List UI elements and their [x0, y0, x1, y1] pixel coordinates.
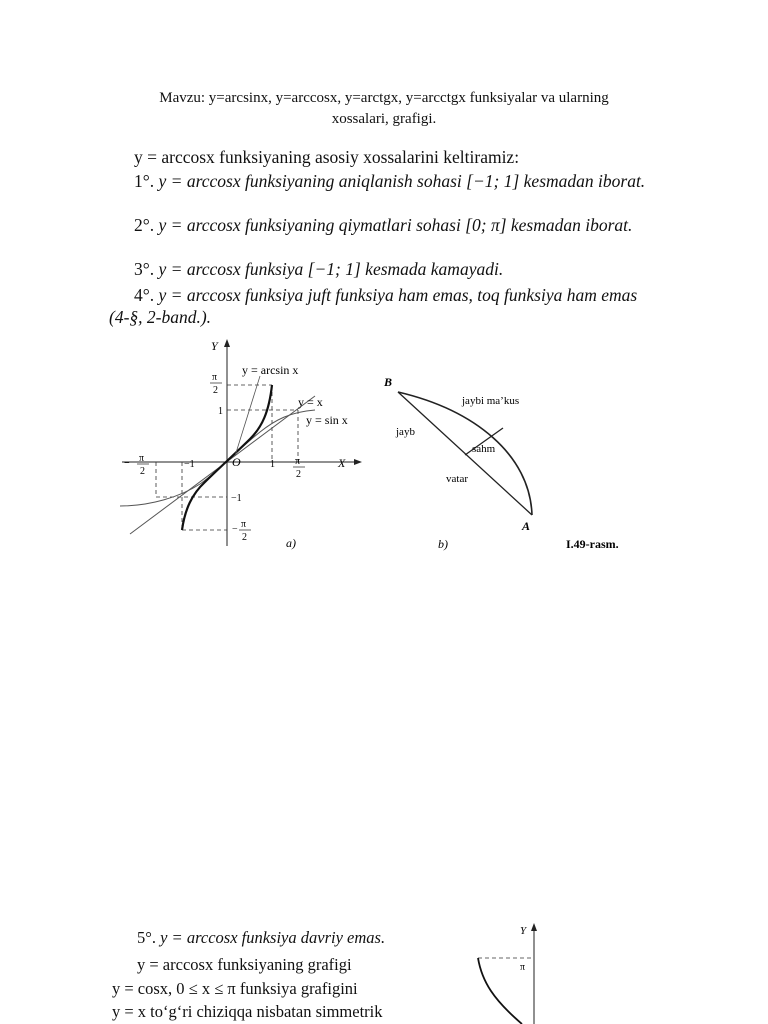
x-axis-arrow — [354, 459, 362, 465]
bottom-line-2: y = cosx, 0 ≤ x ≤ π funksiya grafigini — [112, 978, 358, 998]
property-5-text: y = arccosx funksiya davriy emas. — [160, 928, 386, 947]
property-1-text: y = arccosx funksiyaning aniqlanish sohasi [−1; 1] kesmadan iborat. — [158, 171, 646, 191]
property-1 — [109, 170, 649, 192]
jayb-label: jayb — [396, 426, 415, 438]
intro-paragraph — [109, 146, 649, 168]
chord-line — [398, 392, 532, 515]
tick-pi-half-den: 2 — [213, 385, 218, 396]
property-4-num: 4°. — [134, 285, 155, 305]
bottom-line-3: y = x to‘g‘ri chiziqqa nisbatan simmetrik — [112, 1002, 383, 1021]
bottom-line-1: y = arccosx funksiyaning grafigi — [137, 955, 352, 974]
property-5-num: 5°. — [137, 928, 156, 947]
label-sin: y = sin x — [306, 413, 348, 427]
vatar-label: vatar — [446, 473, 468, 485]
label-pointer — [235, 376, 260, 456]
figure-b-arc — [380, 370, 650, 556]
tick-neg-pi-half-num: π — [241, 519, 247, 530]
tick-pi-half-num: π — [212, 372, 218, 383]
property-5 — [112, 926, 442, 950]
property-3-num: 3°. — [134, 259, 155, 279]
label-arcsin: y = arcsin x — [242, 363, 299, 377]
tick-neg-pi-half-x-den: 2 — [140, 466, 145, 477]
property-2-num: 2°. — [134, 215, 155, 235]
sahm-label: sahm — [472, 443, 496, 455]
bottom-graph — [470, 920, 570, 1024]
tick-one-y: 1 — [218, 406, 223, 417]
curve-sin — [120, 410, 315, 506]
origin-label: O — [232, 455, 241, 469]
tick-pi-half-x-den: 2 — [296, 469, 301, 480]
property-2 — [109, 214, 649, 236]
bottom-arccos-curve — [478, 958, 522, 1024]
intro-text: y = arccosx funksiyaning asosiy xossalarini keltiramiz: — [134, 147, 520, 167]
bottom-paragraph — [112, 953, 442, 1024]
tick-neg-one-y: −1 — [231, 493, 242, 504]
title-line-2: xossalari, grafigi. — [331, 111, 437, 127]
bottom-axis-y-label: Y — [520, 925, 527, 937]
point-b-label: B — [384, 375, 393, 389]
property-1-num: 1°. — [134, 171, 155, 191]
tick-pi-half-x-num: π — [295, 456, 301, 467]
y-axis-arrow — [224, 339, 230, 347]
label-y-equals-x: y = x — [298, 395, 323, 409]
tick-neg-pi-half-x-sign: − — [124, 458, 130, 469]
y-axis-label: Y — [211, 339, 218, 353]
property-3-text: y = arccosx funksiya [−1; 1] kesmada kamayadi. — [158, 259, 504, 279]
property-4-text: y = arccosx funksiya juft funksiya ham emas, toq funksiya ham emas (4-§, 2-band.). — [109, 285, 638, 327]
figure-a-graph — [110, 334, 370, 556]
property-2-text: y = arccosx funksiyaning qiymatlari sohasi [0; π] kesmadan iborat. — [158, 215, 633, 235]
bottom-y-arrow — [531, 923, 537, 931]
title-line-1: Mavzu: y=arcsinx, y=arccosx, y=arctgx, y=arcctgx funksiyalar va ularning — [159, 90, 609, 106]
tick-neg-one-x: −1 — [184, 459, 195, 470]
point-a-label: A — [522, 519, 531, 533]
jaybi-makus-label: jaybi ma’kus — [462, 395, 520, 407]
caption-a: a) — [286, 536, 296, 550]
tick-neg-pi-half-den: 2 — [242, 532, 247, 543]
property-3 — [109, 258, 649, 280]
caption-b: b) — [438, 537, 448, 551]
property-4 — [109, 284, 649, 328]
bottom-pi-label: π — [520, 962, 526, 973]
tick-neg-pi-half-sign: − — [232, 524, 238, 535]
tick-one-x: 1 — [270, 459, 275, 470]
tick-neg-pi-half-x-num: π — [139, 453, 145, 464]
figure-caption: I.49-rasm. — [566, 537, 619, 551]
x-axis-label: X — [338, 456, 346, 470]
title — [100, 88, 668, 130]
